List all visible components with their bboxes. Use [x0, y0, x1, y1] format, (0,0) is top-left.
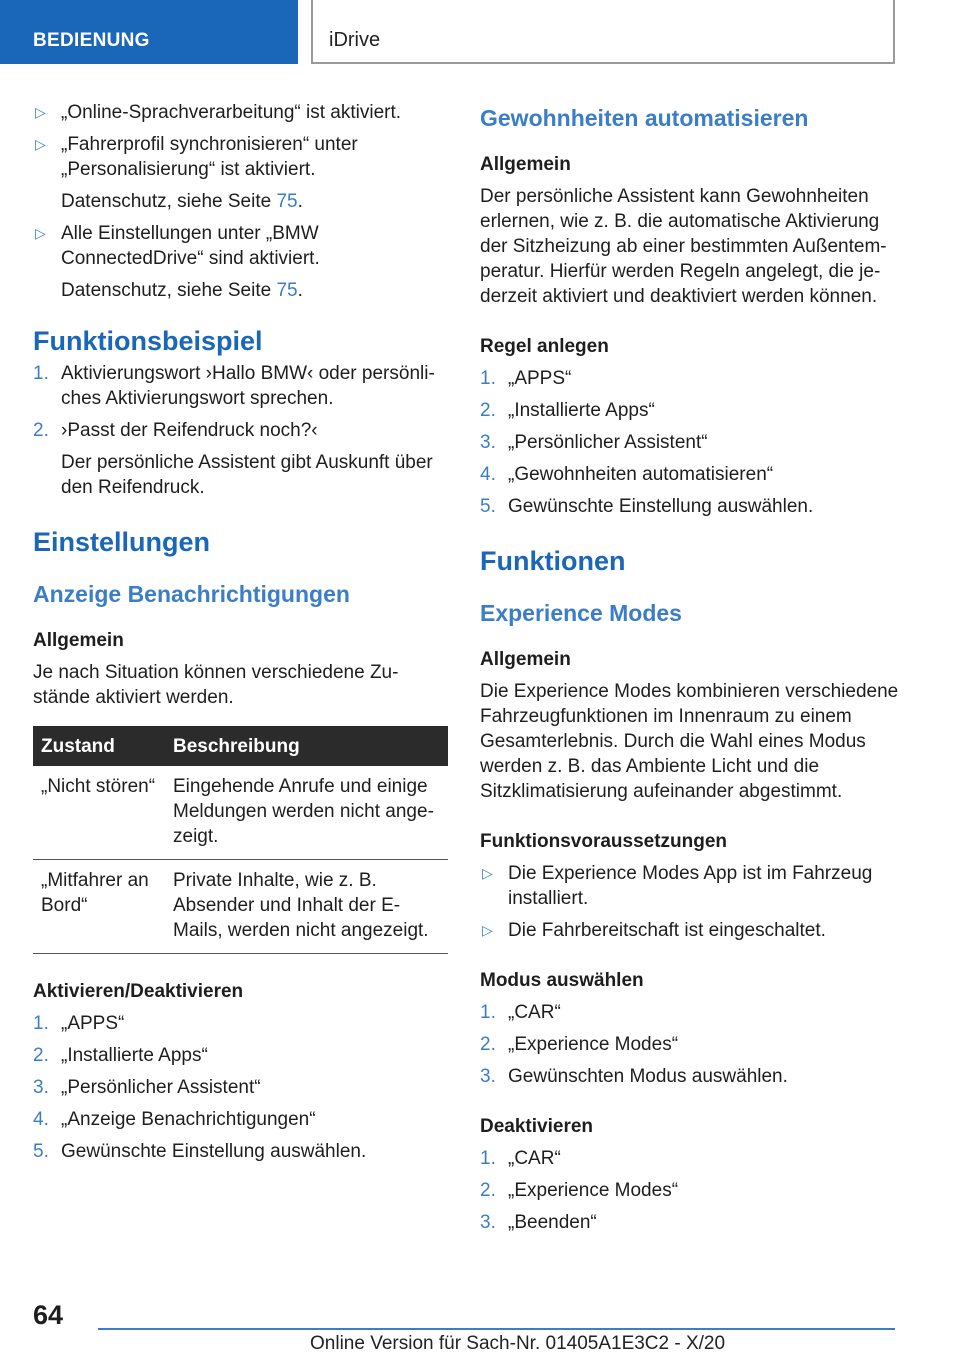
privacy-reference: Datenschutz, siehe Seite 75.	[61, 280, 303, 301]
heading-allgemein: Allgemein	[33, 630, 124, 651]
heading-einstellungen: Einstellungen	[33, 527, 211, 557]
table-row: „Nicht stören“ Eingehende Anrufe und einige Meldungen werden nicht angezeigt.	[33, 766, 448, 860]
heading-deaktivieren: Deaktivieren	[480, 1116, 594, 1137]
triangle-bullet-icon: ▷	[482, 922, 493, 938]
list-item: 4. „Anzeige Benachrichtigungen“	[33, 1109, 316, 1130]
list-item: 1. „CAR“	[480, 1148, 561, 1169]
list-item: 1. „APPS“	[33, 1013, 125, 1034]
list-item: 1. Aktivierungswort ›Hallo BMW‹ oder persönliches Aktivierungswort sprechen.	[33, 363, 435, 409]
page-link[interactable]: 75	[276, 280, 298, 301]
heading-regel-anlegen: Regel anlegen	[480, 336, 609, 357]
list-item: 2. „Experience Modes“	[480, 1180, 679, 1201]
list-item: 3. „Persönlicher Assistent“	[480, 432, 708, 453]
list-item: 1. „CAR“	[480, 1002, 561, 1023]
chapter-title: iDrive	[311, 0, 895, 64]
right-column	[480, 100, 900, 1235]
column-header: Zustand	[33, 726, 165, 766]
list-item: ▷ „Fahrerprofil synchronisieren“ unter „Personalisierung“ ist aktiviert. Datenschutz, siehe Seite 75.	[33, 132, 448, 214]
heading-funktionsvoraussetzungen: Funktionsvoraussetzungen	[480, 831, 728, 852]
prerequisite-list	[33, 100, 448, 303]
section-tab: BEDIENUNG	[0, 0, 298, 64]
list-item: 2. „Installierte Apps“	[33, 1045, 208, 1066]
deactivate-steps	[480, 1146, 900, 1235]
heading-anzeige-benachrichtigungen: Anzeige Benachrichtigungen	[33, 581, 350, 607]
privacy-reference: Datenschutz, siehe Seite 75.	[61, 191, 303, 212]
list-item: 2. „Installierte Apps“	[480, 400, 655, 421]
paragraph: Je nach Situation können verschiedene Zustände aktiviert werden.	[33, 662, 399, 708]
status-table	[33, 726, 448, 954]
heading-modus-auswaehlen: Modus auswählen	[480, 970, 644, 991]
list-item: 3. „Persönlicher Assistent“	[33, 1077, 261, 1098]
heading-funktionsbeispiel: Funktionsbeispiel	[33, 326, 263, 356]
mode-steps	[480, 1000, 900, 1089]
activate-steps	[33, 1011, 448, 1164]
heading-allgemein: Allgemein	[480, 154, 571, 175]
prerequisite-list	[480, 861, 900, 943]
left-column	[33, 100, 448, 1164]
heading-funktionen: Funktionen	[480, 546, 626, 576]
list-item: 3. „Beenden“	[480, 1212, 597, 1233]
triangle-bullet-icon: ▷	[482, 865, 493, 881]
footer-divider	[98, 1328, 895, 1330]
page-number: 64	[33, 1300, 64, 1330]
list-item: 5. Gewünschte Einstellung auswählen.	[33, 1141, 367, 1162]
list-item: ▷ Die Fahrbereitschaft ist eingeschaltet.	[482, 920, 826, 941]
triangle-bullet-icon: ▷	[35, 225, 46, 241]
example-steps	[33, 361, 448, 500]
footer-version: Online Version für Sach-Nr. 01405A1E3C2 - X/20	[310, 1333, 726, 1354]
heading-allgemein: Allgemein	[480, 649, 571, 670]
heading-aktivieren-deaktivieren: Aktivieren/Deaktivieren	[33, 981, 244, 1002]
triangle-bullet-icon: ▷	[35, 136, 46, 152]
heading-gewohnheiten: Gewohnheiten automatisieren	[480, 105, 809, 131]
list-item: 2. ›Passt der Reifendruck noch?‹ Der persönliche Assistent gibt Auskunft über den Reifendruck.	[33, 420, 433, 498]
paragraph: Die Experience Modes kombinieren verschiedene Fahrzeugfunktionen im Innenraum zu einem Gesamterlebnis. Durch die Wahl eines Modus werden z. B. das Ambiente Licht und die Sitzklimatisierung aufeinander abgestimmt.	[480, 681, 899, 802]
table-row: „Mitfahrer an Bord“ Private Inhalte, wie z. B. Absender und Inhalt der E-Mails, werden nicht angezeigt.	[33, 860, 448, 954]
rule-steps	[480, 366, 900, 519]
heading-experience-modes: Experience Modes	[480, 600, 682, 626]
list-item: 1. „APPS“	[480, 368, 572, 389]
list-item: 5. Gewünschte Einstellung auswählen.	[480, 496, 814, 517]
list-item: 2. „Experience Modes“	[480, 1034, 679, 1055]
list-item: 4. „Gewohnheiten automatisieren“	[480, 464, 774, 485]
list-item: 3. Gewünschten Modus auswählen.	[480, 1066, 788, 1087]
list-item: ▷ Die Experience Modes App ist im Fahrzeug installiert.	[482, 863, 873, 909]
list-item: ▷ „Online-Sprachverarbeitung“ ist aktiviert.	[35, 102, 402, 123]
paragraph: Der persönliche Assistent kann Gewohnheiten erlernen, wie z. B. die automatische Aktivierung der Sitzheizung ab einer bestimmten Außentemperatur. Hierfür werden Regeln angelegt, die jederzeit aktiviert und deaktiviert werden können.	[480, 186, 887, 307]
list-item: ▷ Alle Einstellungen unter „BMW ConnectedDrive“ sind aktiviert. Datenschutz, siehe Seite 75.	[33, 221, 448, 303]
column-header: Beschreibung	[165, 726, 448, 766]
triangle-bullet-icon: ▷	[35, 104, 46, 120]
page-link[interactable]: 75	[276, 191, 298, 212]
